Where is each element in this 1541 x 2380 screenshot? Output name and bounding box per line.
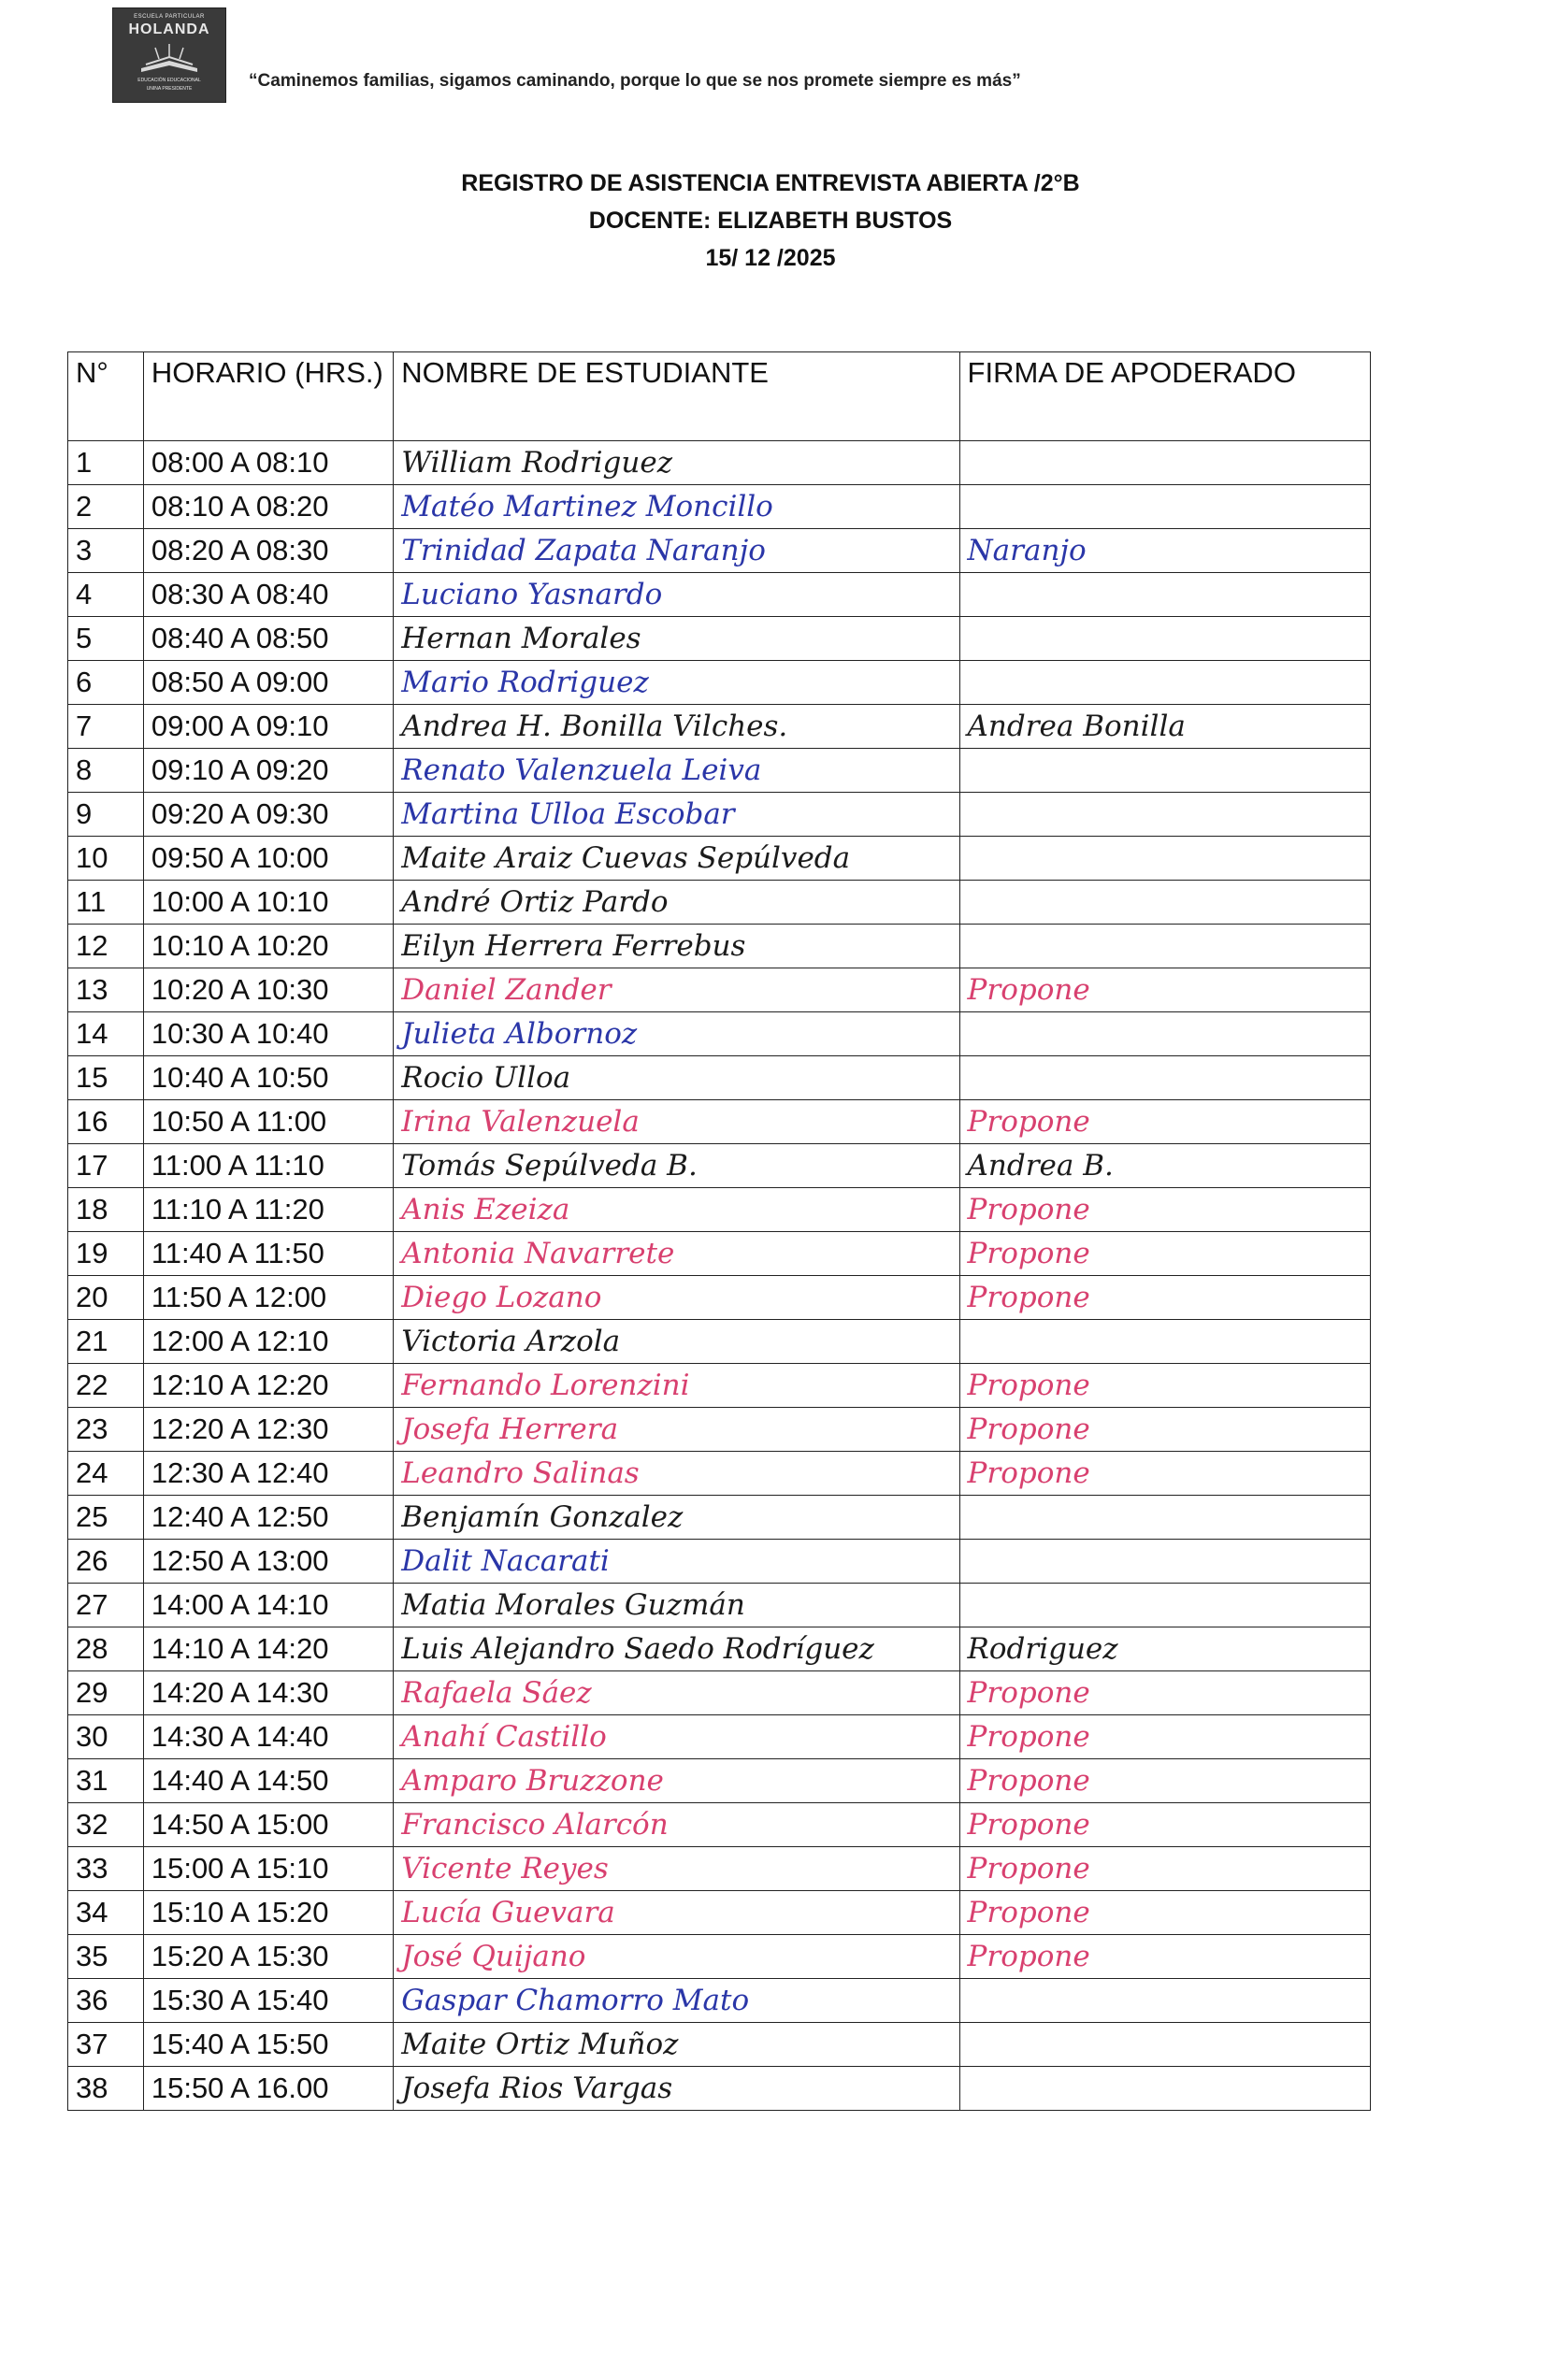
table-row [68, 837, 1371, 881]
cell-no: 35 [68, 1935, 144, 1979]
table-row [68, 1496, 1371, 1540]
cell-student-name: Irina Valenzuela [394, 1100, 959, 1144]
cell-no: 3 [68, 529, 144, 573]
cell-horario: 14:50 A 15:00 [143, 1803, 393, 1847]
cell-guardian-signature [959, 925, 1370, 968]
table-row [68, 1452, 1371, 1496]
table-row [68, 1979, 1371, 2023]
table-row [68, 925, 1371, 968]
cell-horario: 10:40 A 10:50 [143, 1056, 393, 1100]
table-row [68, 1408, 1371, 1452]
cell-student-name: Vicente Reyes [394, 1847, 959, 1891]
cell-guardian-signature: Propone [959, 1452, 1370, 1496]
cell-student-name: Eilyn Herrera Ferrebus [394, 925, 959, 968]
cell-no: 31 [68, 1759, 144, 1803]
table-row [68, 2067, 1371, 2111]
cell-horario: 09:10 A 09:20 [143, 749, 393, 793]
cell-guardian-signature: Andrea B. [959, 1144, 1370, 1188]
cell-guardian-signature [959, 1320, 1370, 1364]
cell-no: 27 [68, 1584, 144, 1627]
header-horario: HORARIO (HRS.) [143, 352, 393, 441]
table-row [68, 1540, 1371, 1584]
cell-student-name: Leandro Salinas [394, 1452, 959, 1496]
cell-no: 30 [68, 1715, 144, 1759]
cell-guardian-signature [959, 1979, 1370, 2023]
cell-student-name: Matéo Martinez Moncillo [394, 485, 959, 529]
cell-guardian-signature: Propone [959, 1759, 1370, 1803]
cell-horario: 08:20 A 08:30 [143, 529, 393, 573]
cell-student-name: Renato Valenzuela Leiva [394, 749, 959, 793]
cell-no: 38 [68, 2067, 144, 2111]
table-row [68, 2023, 1371, 2067]
cell-student-name: Maite Ortiz Muñoz [394, 2023, 959, 2067]
cell-student-name: William Rodriguez [394, 441, 959, 485]
cell-no: 8 [68, 749, 144, 793]
cell-no: 19 [68, 1232, 144, 1276]
cell-student-name: André Ortiz Pardo [394, 881, 959, 925]
cell-guardian-signature: Propone [959, 1671, 1370, 1715]
cell-no: 6 [68, 661, 144, 705]
cell-horario: 12:40 A 12:50 [143, 1496, 393, 1540]
cell-horario: 15:50 A 16.00 [143, 2067, 393, 2111]
table-row [68, 1232, 1371, 1276]
table-row [68, 793, 1371, 837]
logo-line-1: ESCUELA PARTICULAR [134, 14, 205, 20]
cell-no: 9 [68, 793, 144, 837]
cell-horario: 09:00 A 09:10 [143, 705, 393, 749]
table-row [68, 1671, 1371, 1715]
header-nombre: NOMBRE DE ESTUDIANTE [394, 352, 959, 441]
table-row [68, 1144, 1371, 1188]
cell-no: 22 [68, 1364, 144, 1408]
cell-student-name: Matia Morales Guzmán [394, 1584, 959, 1627]
cell-no: 17 [68, 1144, 144, 1188]
cell-student-name: Luis Alejandro Saedo Rodríguez [394, 1627, 959, 1671]
table-row [68, 1803, 1371, 1847]
cell-no: 10 [68, 837, 144, 881]
cell-horario: 08:50 A 09:00 [143, 661, 393, 705]
cell-student-name: Josefa Herrera [394, 1408, 959, 1452]
cell-no: 24 [68, 1452, 144, 1496]
cell-guardian-signature [959, 1012, 1370, 1056]
cell-horario: 08:10 A 08:20 [143, 485, 393, 529]
table-row [68, 1891, 1371, 1935]
cell-horario: 14:10 A 14:20 [143, 1627, 393, 1671]
table-header-row [68, 352, 1371, 441]
cell-horario: 08:40 A 08:50 [143, 617, 393, 661]
cell-guardian-signature: Propone [959, 1364, 1370, 1408]
cell-horario: 14:30 A 14:40 [143, 1715, 393, 1759]
cell-no: 4 [68, 573, 144, 617]
table-row [68, 1100, 1371, 1144]
cell-student-name: Dalit Nacarati [394, 1540, 959, 1584]
cell-guardian-signature [959, 881, 1370, 925]
cell-guardian-signature [959, 837, 1370, 881]
table-row [68, 968, 1371, 1012]
cell-student-name: Diego Lozano [394, 1276, 959, 1320]
cell-student-name: Antonia Navarrete [394, 1232, 959, 1276]
title-line-teacher: DOCENTE: ELIZABETH BUSTOS [588, 208, 953, 234]
cell-no: 5 [68, 617, 144, 661]
cell-guardian-signature: Propone [959, 1232, 1370, 1276]
attendance-table [67, 351, 1371, 2111]
cell-horario: 14:20 A 14:30 [143, 1671, 393, 1715]
cell-student-name: José Quijano [394, 1935, 959, 1979]
table-row [68, 1056, 1371, 1100]
cell-no: 32 [68, 1803, 144, 1847]
cell-guardian-signature: Propone [959, 1100, 1370, 1144]
cell-no: 23 [68, 1408, 144, 1452]
cell-no: 21 [68, 1320, 144, 1364]
cell-horario: 12:00 A 12:10 [143, 1320, 393, 1364]
cell-guardian-signature: Propone [959, 1847, 1370, 1891]
cell-student-name: Fernando Lorenzini [394, 1364, 959, 1408]
cell-guardian-signature [959, 2023, 1370, 2067]
cell-horario: 14:00 A 14:10 [143, 1584, 393, 1627]
cell-guardian-signature: Propone [959, 1188, 1370, 1232]
cell-horario: 10:20 A 10:30 [143, 968, 393, 1012]
cell-horario: 15:40 A 15:50 [143, 2023, 393, 2067]
cell-student-name: Benjamín Gonzalez [394, 1496, 959, 1540]
table-row [68, 617, 1371, 661]
logo-line-2: HOLANDA [128, 22, 210, 37]
cell-student-name: Gaspar Chamorro Mato [394, 1979, 959, 2023]
cell-horario: 14:40 A 14:50 [143, 1759, 393, 1803]
cell-guardian-signature: Propone [959, 1803, 1370, 1847]
cell-no: 11 [68, 881, 144, 925]
cell-guardian-signature [959, 2067, 1370, 2111]
table-row [68, 485, 1371, 529]
cell-student-name: Josefa Rios Vargas [394, 2067, 959, 2111]
cell-horario: 15:30 A 15:40 [143, 1979, 393, 2023]
table-row [68, 1188, 1371, 1232]
cell-no: 33 [68, 1847, 144, 1891]
cell-student-name: Trinidad Zapata Naranjo [394, 529, 959, 573]
table-row [68, 1364, 1371, 1408]
cell-guardian-signature: Propone [959, 968, 1370, 1012]
cell-guardian-signature [959, 617, 1370, 661]
cell-student-name: Tomás Sepúlveda B. [394, 1144, 959, 1188]
cell-guardian-signature: Propone [959, 1276, 1370, 1320]
cell-no: 25 [68, 1496, 144, 1540]
cell-no: 26 [68, 1540, 144, 1584]
cell-horario: 11:40 A 11:50 [143, 1232, 393, 1276]
cell-no: 34 [68, 1891, 144, 1935]
cell-no: 1 [68, 441, 144, 485]
cell-horario: 15:00 A 15:10 [143, 1847, 393, 1891]
cell-no: 28 [68, 1627, 144, 1671]
cell-no: 12 [68, 925, 144, 968]
header-firma: FIRMA DE APODERADO [959, 352, 1370, 441]
table-row [68, 1847, 1371, 1891]
cell-horario: 09:50 A 10:00 [143, 837, 393, 881]
cell-student-name: Martina Ulloa Escobar [394, 793, 959, 837]
cell-student-name: Rocio Ulloa [394, 1056, 959, 1100]
cell-horario: 12:10 A 12:20 [143, 1364, 393, 1408]
cell-no: 20 [68, 1276, 144, 1320]
cell-no: 16 [68, 1100, 144, 1144]
cell-guardian-signature [959, 749, 1370, 793]
cell-no: 15 [68, 1056, 144, 1100]
cell-no: 29 [68, 1671, 144, 1715]
cell-student-name: Daniel Zander [394, 968, 959, 1012]
school-motto: “Caminemos familias, sigamos caminando, porque lo que se nos promete siempre es más” [249, 71, 1021, 91]
cell-no: 14 [68, 1012, 144, 1056]
cell-horario: 09:20 A 09:30 [143, 793, 393, 837]
book-icon [137, 40, 202, 76]
table-row [68, 441, 1371, 485]
cell-student-name: Andrea H. Bonilla Vilches. [394, 705, 959, 749]
cell-guardian-signature: Andrea Bonilla [959, 705, 1370, 749]
table-row [68, 705, 1371, 749]
cell-student-name: Maite Araiz Cuevas Sepúlveda [394, 837, 959, 881]
header-no: N° [68, 352, 144, 441]
table-row [68, 1759, 1371, 1803]
title-line-date: 15/ 12 /2025 [705, 245, 836, 271]
cell-guardian-signature: Propone [959, 1891, 1370, 1935]
cell-student-name: Francisco Alarcón [394, 1803, 959, 1847]
cell-no: 7 [68, 705, 144, 749]
cell-student-name: Victoria Arzola [394, 1320, 959, 1364]
table-row [68, 1584, 1371, 1627]
cell-student-name: Julieta Albornoz [394, 1012, 959, 1056]
cell-guardian-signature: Propone [959, 1408, 1370, 1452]
cell-student-name: Hernan Morales [394, 617, 959, 661]
table-row [68, 1012, 1371, 1056]
cell-horario: 12:50 A 13:00 [143, 1540, 393, 1584]
logo-line-3: EDUCACIÓN EDUCACIONAL [137, 78, 201, 83]
cell-guardian-signature [959, 793, 1370, 837]
table-row [68, 661, 1371, 705]
cell-no: 18 [68, 1188, 144, 1232]
cell-student-name: Anis Ezeiza [394, 1188, 959, 1232]
logo-line-4: UNINA PRESIDENTE [146, 86, 193, 92]
cell-guardian-signature [959, 1496, 1370, 1540]
cell-horario: 10:10 A 10:20 [143, 925, 393, 968]
cell-horario: 15:10 A 15:20 [143, 1891, 393, 1935]
cell-horario: 12:30 A 12:40 [143, 1452, 393, 1496]
cell-horario: 12:20 A 12:30 [143, 1408, 393, 1452]
table-row [68, 1320, 1371, 1364]
cell-horario: 10:50 A 11:00 [143, 1100, 393, 1144]
cell-guardian-signature [959, 1056, 1370, 1100]
title-line-1: REGISTRO DE ASISTENCIA ENTREVISTA ABIERTA /2°B [461, 170, 1080, 196]
table-row [68, 749, 1371, 793]
table-row [68, 1276, 1371, 1320]
cell-guardian-signature: Propone [959, 1715, 1370, 1759]
cell-student-name: Anahí Castillo [394, 1715, 959, 1759]
cell-horario: 08:00 A 08:10 [143, 441, 393, 485]
cell-guardian-signature [959, 661, 1370, 705]
cell-horario: 10:30 A 10:40 [143, 1012, 393, 1056]
cell-horario: 15:20 A 15:30 [143, 1935, 393, 1979]
cell-student-name: Mario Rodriguez [394, 661, 959, 705]
cell-student-name: Amparo Bruzzone [394, 1759, 959, 1803]
cell-no: 13 [68, 968, 144, 1012]
cell-student-name: Rafaela Sáez [394, 1671, 959, 1715]
cell-horario: 11:00 A 11:10 [143, 1144, 393, 1188]
cell-guardian-signature: Naranjo [959, 529, 1370, 573]
cell-guardian-signature [959, 485, 1370, 529]
cell-guardian-signature: Propone [959, 1935, 1370, 1979]
cell-student-name: Luciano Yasnardo [394, 573, 959, 617]
cell-guardian-signature [959, 1540, 1370, 1584]
cell-no: 2 [68, 485, 144, 529]
table-row [68, 529, 1371, 573]
table-row [68, 1935, 1371, 1979]
cell-horario: 10:00 A 10:10 [143, 881, 393, 925]
cell-student-name: Lucía Guevara [394, 1891, 959, 1935]
cell-no: 36 [68, 1979, 144, 2023]
cell-guardian-signature [959, 573, 1370, 617]
cell-guardian-signature [959, 441, 1370, 485]
school-logo [112, 7, 226, 103]
table-row [68, 881, 1371, 925]
cell-horario: 11:10 A 11:20 [143, 1188, 393, 1232]
cell-horario: 08:30 A 08:40 [143, 573, 393, 617]
table-row [68, 1627, 1371, 1671]
document-title [0, 165, 1541, 277]
table-row [68, 1715, 1371, 1759]
cell-horario: 11:50 A 12:00 [143, 1276, 393, 1320]
table-row [68, 573, 1371, 617]
cell-guardian-signature [959, 1584, 1370, 1627]
cell-no: 37 [68, 2023, 144, 2067]
cell-guardian-signature: Rodriguez [959, 1627, 1370, 1671]
